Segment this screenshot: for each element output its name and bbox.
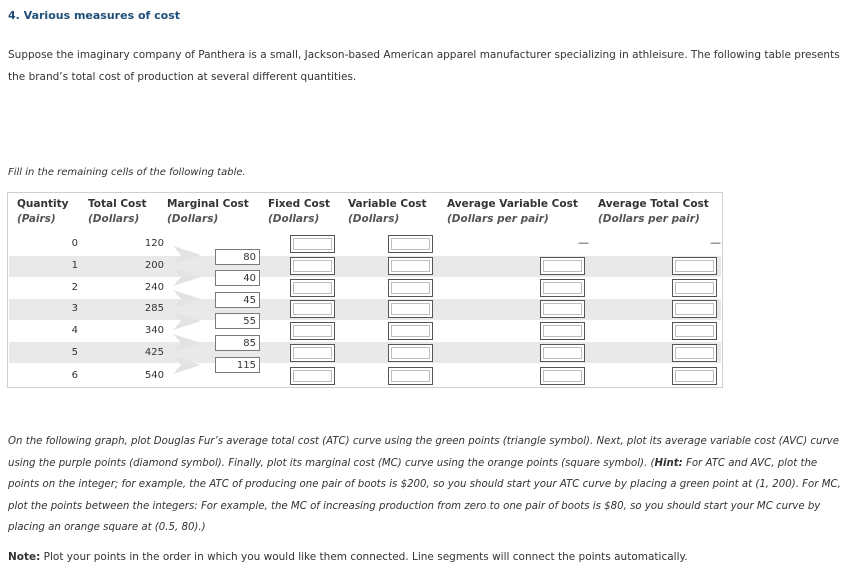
variable-cost-input[interactable]	[388, 322, 433, 340]
average-total-cost-input[interactable]	[672, 344, 717, 362]
row-band	[9, 256, 721, 277]
header-label: Quantity	[17, 198, 69, 210]
header-label: Marginal Cost	[167, 198, 249, 210]
cost-table	[7, 192, 723, 388]
header-unit: (Dollars)	[167, 213, 219, 225]
quantity-cell: 2	[71, 282, 78, 293]
header-quantity	[17, 198, 68, 225]
marginal-cost-value: 85	[215, 335, 260, 351]
total-cost-cell: 425	[144, 347, 164, 358]
fixed-cost-input[interactable]	[290, 300, 335, 318]
variable-cost-input[interactable]	[388, 257, 433, 275]
header-unit: (Dollars)	[268, 213, 320, 225]
section-title: 4. Various measures of cost	[8, 9, 180, 22]
fixed-cost-input[interactable]	[290, 257, 335, 275]
arrow-icon	[170, 266, 204, 288]
header-label: Variable Cost	[348, 198, 427, 210]
total-cost-cell: 340	[144, 325, 164, 336]
quantity-cell: 3	[71, 303, 78, 314]
quantity-cell: 6	[71, 370, 78, 381]
marginal-cost-value: 80	[215, 249, 260, 265]
quantity-cell: 4	[71, 325, 78, 336]
arrow-icon	[170, 288, 204, 310]
average-variable-cost-input[interactable]	[540, 344, 585, 362]
marginal-cost-value: 55	[215, 313, 260, 329]
average-total-cost-input[interactable]	[672, 367, 717, 385]
marginal-cost-value: 115	[215, 357, 260, 373]
hint-label: Hint:	[654, 457, 683, 469]
total-cost-cell: 540	[144, 370, 164, 381]
arrow-icon	[170, 354, 204, 376]
total-cost-cell: 240	[144, 282, 164, 293]
quantity-cell: 5	[71, 347, 78, 358]
quantity-cell: 0	[71, 238, 78, 249]
table-instruction: Fill in the remaining cells of the following table.	[8, 167, 246, 178]
header-unit: (Dollars)	[348, 213, 400, 225]
header-total-cost	[88, 198, 147, 225]
average-variable-cost-input[interactable]	[540, 322, 585, 340]
header-unit: (Dollars per pair)	[447, 213, 549, 225]
marginal-cost-value: 45	[215, 292, 260, 308]
marginal-cost-value: 40	[215, 270, 260, 286]
avc-dash: —	[578, 236, 589, 249]
variable-cost-input[interactable]	[388, 279, 433, 297]
row-band	[9, 299, 721, 320]
header-fixed-cost	[268, 198, 330, 225]
average-variable-cost-input[interactable]	[540, 300, 585, 318]
variable-cost-input[interactable]	[388, 235, 433, 253]
quantity-cell: 1	[71, 260, 78, 271]
fixed-cost-input[interactable]	[290, 344, 335, 362]
average-total-cost-input[interactable]	[672, 279, 717, 297]
graph-instructions	[8, 431, 848, 539]
graph-instructions-part1: On the following graph, plot Douglas Fur’s average total cost (ATC) curve using the green points (triangle symbol). Next, plot its average variable cost (AVC) curve using the purple points (diamond symbol). Finally, plot its marginal cost (MC) curve using the orange points (square symbol). (	[8, 436, 839, 469]
header-unit: (Dollars per pair)	[598, 213, 700, 225]
average-variable-cost-input[interactable]	[540, 257, 585, 275]
note-label: Note:	[8, 551, 41, 563]
header-average-total-cost	[598, 198, 709, 225]
atc-dash: —	[710, 236, 721, 249]
average-total-cost-input[interactable]	[672, 322, 717, 340]
row-band	[9, 342, 721, 363]
header-unit: (Dollars)	[88, 213, 140, 225]
total-cost-cell: 120	[144, 238, 164, 249]
average-variable-cost-input[interactable]	[540, 279, 585, 297]
total-cost-cell: 285	[144, 303, 164, 314]
average-total-cost-input[interactable]	[672, 300, 717, 318]
arrow-icon	[170, 332, 204, 354]
header-marginal-cost	[167, 198, 249, 225]
arrow-icon	[170, 310, 204, 332]
fixed-cost-input[interactable]	[290, 322, 335, 340]
header-label: Average Total Cost	[598, 198, 709, 210]
header-label: Total Cost	[88, 198, 147, 210]
header-unit: (Pairs)	[17, 213, 56, 225]
header-label: Average Variable Cost	[447, 198, 578, 210]
graph-instructions-part2: For ATC and AVC, plot the points on the integer; for example, the ATC of producing one pair of boots is $200, so you should start your ATC curve by placing a green point at (1, 200). For MC, plot the points between the integers: For example, the MC of increasing production from zero to one pair of boots is $80, so you should start your MC curve by placing an orange square at (0.5, 80).)	[8, 457, 841, 533]
note	[8, 551, 858, 563]
intro-paragraph: Suppose the imaginary company of Panthera is a small, Jackson-based American apparel manufacturer specializing in athleisure. The following table presents the brand’s total cost of production at several different quantities.	[8, 49, 840, 83]
fixed-cost-input[interactable]	[290, 235, 335, 253]
header-average-variable-cost	[447, 198, 578, 225]
average-total-cost-input[interactable]	[672, 257, 717, 275]
header-label: Fixed Cost	[268, 198, 331, 210]
note-text: Plot your points in the order in which you would like them connected. Line segments will connect the points automatically.	[40, 551, 688, 563]
variable-cost-input[interactable]	[388, 367, 433, 385]
total-cost-cell: 200	[144, 260, 164, 271]
header-variable-cost	[348, 198, 427, 225]
fixed-cost-input[interactable]	[290, 279, 335, 297]
average-variable-cost-input[interactable]	[540, 367, 585, 385]
variable-cost-input[interactable]	[388, 344, 433, 362]
fixed-cost-input[interactable]	[290, 367, 335, 385]
variable-cost-input[interactable]	[388, 300, 433, 318]
arrow-icon	[170, 244, 204, 266]
